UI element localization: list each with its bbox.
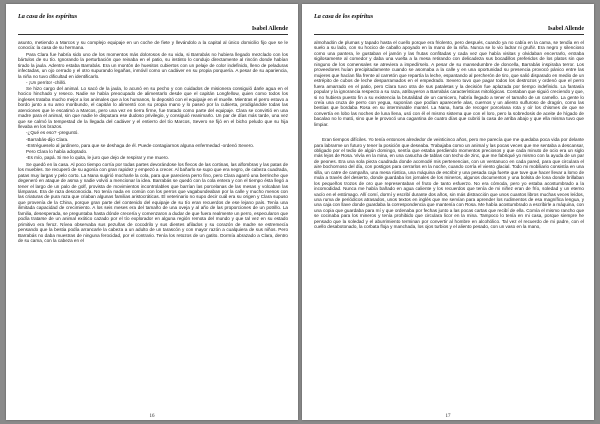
page-right[interactable] (302, 4, 594, 420)
section-break (314, 128, 584, 137)
paragraph: almohadón de plumas y tapado hasta el cuello porque era friolento, pero después, cuando ya no cabía en la cama, se tendía en el suelo a su lado, con su hocico de caballo apoyado en la mano de la niña. Nunca se lo vio ladrar ni gruñir. Era negro y silencioso como una pantera, le gustaban el jamón y las frutas confitadas y cada vez que había visitas y olvidaban encerrarlo, entraba sigilosamente al comedor y daba una vuelta a la mesa retirando con delicadeza sus bocadillos preferidos de los platos sin que ninguno de los comensales se atreviera a impedírselo. A pesar de su mansedumbre de doncella, Barrabás inspiraba terror. Los proveedores huían precipitadamente cuando se asomaba a la calle y en una oportunidad su presencia provocó pánico entre las mujeres que hacían fila frente al carretón que repartía la leche, espantando al percherón de tiro, que salió disparado en medio de un estrépito de cubos de leche desparramados en el empedrado. Severo tuvo que pagar todos los destrozos y ordenó que el perro fuera amarrado en el patio, pero Clara tuvo otra de sus pataletas y la decisión fue aplazada por tiempo indefinido. La fantasía popular y la ignorancia respecto a su raza, atribuyeron a Barrabás características mitológicas. Contaban que siguió creciendo y que, si no hubiera puesto fin a su existencia la brutalidad de un carnicero, habría llegado a tener el tamaño de un camello. La gente lo creía una cruza de perro con yegua, suponían que podían aparecerle alas, cuernos y un aliento sulfuroso de dragón, como las bestias que bordaba Rosa en su interminable mantel. La Nana, harta de recoger porcelana rota y oír los chismes de que se convertía en lobo las noches de luna llena, usó con él el mismo sistema que con el loro, pero la sobredosis de aceite de hígado de bacalao no lo mató, sino que le provocó una cagantina de cuatro días que cubrió la casa de arriba abajo y que ella misma tuvo que limpiar. (314, 40, 584, 127)
page-number: 16 (149, 414, 155, 419)
paragraph: asunto, metiendo a Marcos y su complejo equipaje en un coche de fiete y llevándolo a la capital al único domicilio fijo que se le conocía: la casa de su hermana. (18, 40, 288, 51)
paragraph: Se hizo cargo del animal. Lo sacó de la jaula, lo acunó en su pecho y con cuidados de misionera consiguió darle agua en el hocico hinchado y reseco. Nadie se había preocupado de alimentarlo desde que el capitán Longfellow, quien como todos los ingleses trataba mucho mejor a los animales que a los humanos, lo depositó con el equipaje en el muelle. Mientras el perro estuvo a bordo junto a su amo moribundo, el capitán lo alimentó con su propia mano y lo paseó por la cubierta, prodigándole todas las atenciones que le escatimó a Marcos, pero una vez en tierra firme, fue tratado como parte del equipaje. Clara se convirtió en una madre para el animal, sin que nadie le disputara ese dudoso privilegio, y consiguió reanimarlo. Un par de días más tarde, una vez que se calmó la tempestad de la llegada del cadáver y el entierro del tío Marcos, Severo se fijó en el bicho peludo que su hija llevaba en los brazos. (18, 86, 288, 130)
paragraph: Eran tiempos difíciles. Yo tenía entonces alrededor de veinticinco años, pero me parecía que me quedaba poca vida por delante para labrarme un futuro y tener la posición que deseaba. Trabajaba como un animal y las pocas veces que me sentaba a descansar, obligado por el tedio de algún domingo, sentía que estaba perdiendo momentos preciosos y que cada minuto de ocio era un siglo más lejos de Rosa. Vivía en la mina, en una casucha de tablas con techo de zinc, que me fabriqué yo mismo con la ayuda de un par de peones. Era una sola pieza cuadrada donde acomodé mis pertenencias, con un ventanuco en cada pared, para que circulara el aire bochornoso del día, con postigos para cerrarlos en la noche, cuando corría el viento glacial. Todo mi mobiliario consistía en una silla, un catre de campaña, una mesa rústica, una máquina de escribir y una pesada caja fuerte que tuve que hacer llevar a lomo de mula a través del desierto, donde guardaba los jornales de los mineros, algunos documentos y una bolsita de lona donde brillaban los pequeños trozos de oro que representaban el fruto de tanto esfuerzo. No era cómoda, pero yo estaba acostumbrado a la incomodidad. Nunca me había bañado en agua caliente y los recuerdos que tenía de mi niñez eran de frío, soledad y un eterno vacío en el estómago. Allí comí, dormí y escribí durante dos años, sin más distracción que unos cuantos libros muchas veces leídos, una ruma de periódicos atrasados, unos textos en inglés que me servían para aprender los rudimentos de esa magnífica lengua, y una caja con llave donde guardaba la correspondencia que mantenía con Rosa. Me había acostumbrado a escribirle a máquina, con una copia que guardaba para mí y que ordenaba por fechas junto a las pocas cartas que recibí de ella. Comía el mismo rancho que se cocinaba para los mineros y tenía prohibido que circulara licor en la mina. Tampoco lo tenía en mi casa, porque siempre he pensado que la soledad y el aburrimiento terminan por convertir al hombre en alcohólico. Tal vez el recuerdo de mi padre, con el cuello desabotonado, la corbata floja y manchada, los ojos turbios y el aliento pesado, con un vaso en la mano, (314, 137, 584, 230)
page-left-content (18, 13, 288, 410)
paragraph: -Es mío, papá. Si me lo quita, le juro que dejo de respirar y me muero. (26, 155, 169, 161)
page-spread (6, 4, 594, 420)
paragraph: Pero Clara lo había adoptado. (26, 149, 88, 155)
running-author: Isabel Allende (547, 26, 584, 32)
running-author: Isabel Allende (251, 26, 288, 32)
body-text (314, 40, 584, 230)
body-text (18, 40, 288, 243)
page-right-content (314, 13, 584, 410)
paragraph: Se quedó en la casa. Al poco tiempo corría por todas partes devorándose los flecos de las cortinas, las alfombras y las patas de los muebles. Se recuperó de su agonía con gran rapidez y empezó a crecer. Al bañarlo se supo que era negro, de cabeza cuadrada, patas muy largas y pelo corto. La Nana sugirió mocharle la cola, para que pareciera perro fino, pero Clara agarró una berrinche que degeneró en ataque de asma y nadie volvió a mencionar la idea. Barrabás se quedó con la cola entera y con el tiempo ésta llegó a tener el largo de un palo de golf, provista de movimientos incontrolables que barrían las porcelanas de las mesas y volcaban las lámparas. Era de raza desconocida. No tenía nada en común con los perros que vagabundeaban por la calle y mucho menos con las criaturas de pura raza que criaban algunas familias aristocráticas. El veterinario no supo decir cuál era su origen y Clara supuso que provenía de la China, porque gran parte del contenido del equipaje de su tío eran recuerdos de ese lejano país. Tenía una ilimitada capacidad de crecimiento. A los seis meses era del tamaño de una oveja y al año de las proporciones de un potrillo. La familia, desesperada, se preguntaba hasta dónde crecería y comenzaron a dudar de que fuera realmente un perro, especularon que podía tratarse de un animal exótico cazado por el tío explorador en alguna región remota del mundo y que tal vez en su estado primitivo era feroz. Nívea observaba sus pezuñas de cocodrilo y sus dientes afilados y su corazón de madre se estremecía pensando que la bestia podía arrancarle la cabeza a un adulto de un tarascón y con mayor razón a cualquiera de sus niños. Pero Barrabás no daba muestras de ninguna ferocidad, por el contrario. Tenía los retozos de un gatito. Dormía abrazado a Clara, dentro de su cama, con la cabeza en el (18, 161, 288, 244)
page-number: 17 (445, 414, 451, 419)
paragraph: Para Clara fue habría sido uno de los momentos más dolorosos de su vida, si Barrabás no hubiera llegado mezclado con los bártulos de su tío. Ignorando la perturbación que reinaba en el patio, su instinto lo condujo directamente al rincón donde habían tirado la jaula. Adentro estaba Barrabás. Era un montón de huesitos cubiertos con un pelaje de color indefinido, lleno de peladuras infectadas, un ojo cerrado y el otro supurando legañas, inmóvil como un cadáver en su propia porquería. A pesar de su apariencia, la niña no tuvo dificultad en identificarlo. (18, 51, 288, 79)
paragraph: -¿Qué es eso? -preguntó. (26, 130, 79, 136)
paragraph: - ¡Un perrito! -chilló. (26, 79, 67, 85)
header-rule (18, 34, 288, 35)
page-left[interactable] (6, 4, 298, 420)
paragraph: -Barrabás-dijo Clara. (26, 136, 69, 142)
paragraph: -Entrégueselo al jardinero, para que se deshaga de él. Puede contagiarnos alguna enfermedad -ordenó Severo. (26, 142, 255, 148)
header-rule (314, 34, 584, 35)
running-title: La casa de los espíritus (314, 13, 374, 20)
running-title: La casa de los espíritus (18, 13, 78, 20)
